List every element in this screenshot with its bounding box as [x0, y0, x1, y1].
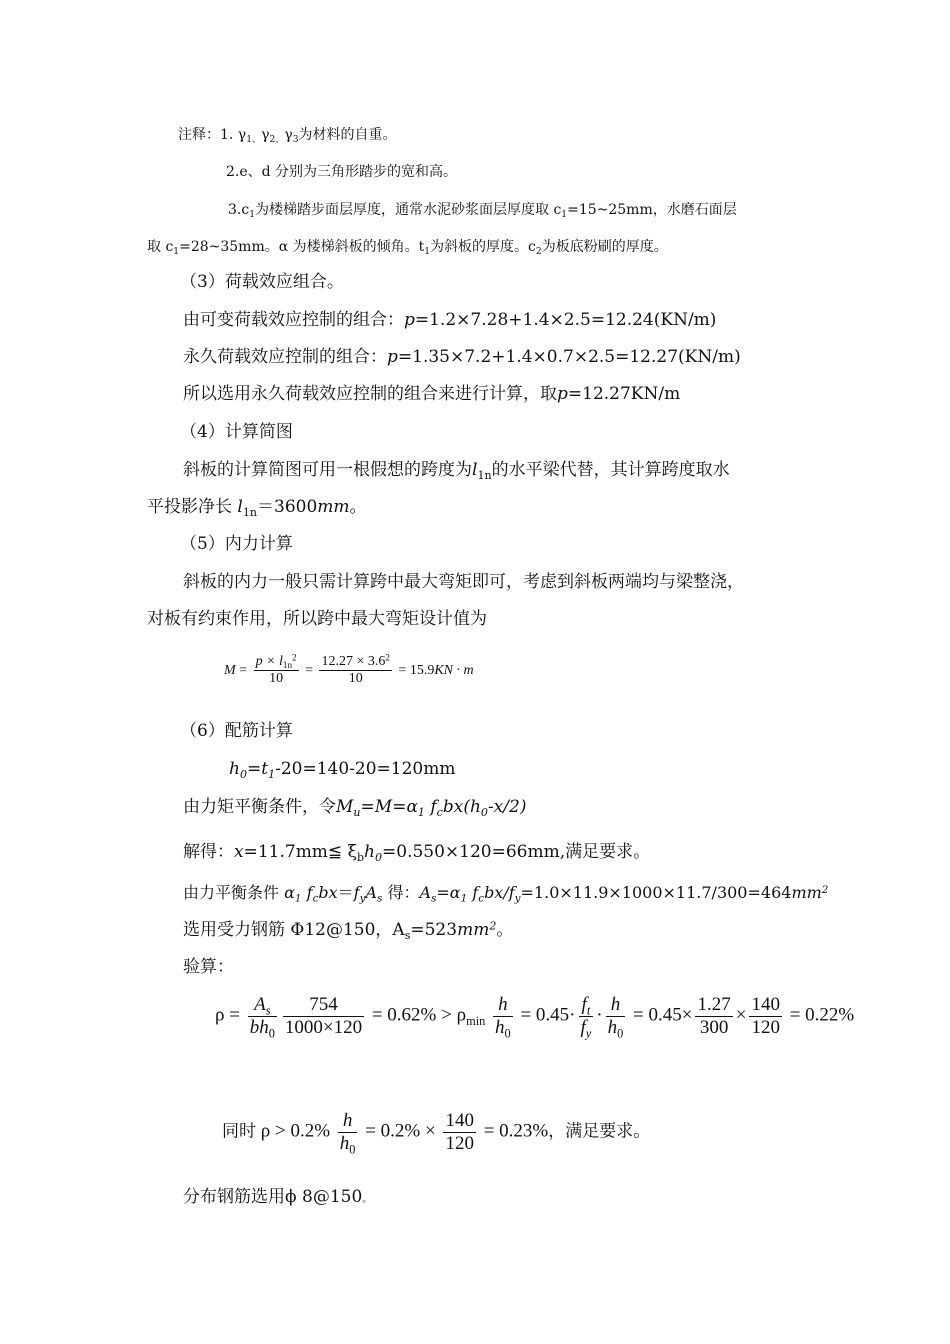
ratio-fraction-h-h0: $\frac{h}{h_0}$ [495, 994, 511, 1041]
minimum-ratio-equation: 同时 ρ > 0.2% $\frac{h}{h_0}$ = 0.2% × $\frac{140}{120}$ = 0.23%，满足要求。 [222, 1110, 651, 1157]
note-3-cont: 取 $c_1=28\sim 35mm$。α 为楼梯斜板的倾角。$t_1$为斜板的厚度。$c_2$为板底粉刷的厚度。 [147, 239, 668, 258]
ratio-fraction-127-300: $\frac{1.27}{300}$ [697, 994, 731, 1038]
internal-force-paragraph-1: 斜板的内力一般只需计算跨中最大弯矩即可，考虑到斜板两端均与梁整浇， [183, 572, 744, 592]
combo-choice-line: 所以选用永久荷载效应控制的组合来进行计算，取p=12.27KN/m [183, 384, 681, 404]
section-5-heading: （5）内力计算 [180, 534, 293, 554]
moment-equation: M = $\frac{p \times l_{1n}^2}{10}$ = $\frac{12.27 \times 3.6^2}{10}$ = 15.9KN · m [224, 652, 474, 687]
rebar-selection-line: 选用受力钢筋 Φ12@150，$A_s=523mm^2$。 [183, 919, 514, 942]
ratio-fraction-as-bh0: $\frac{A_s}{bh_0}$ [249, 994, 275, 1041]
ratio-fraction-h-h0-2: $\frac{h}{h_0}$ [607, 994, 624, 1041]
note-2: 2.e、d 分别为三角形踏步的宽和高。 [226, 164, 458, 180]
section-3-heading: （3）荷载效应组合。 [180, 272, 344, 292]
internal-force-paragraph-2: 对板有约束作用，所以跨中最大弯矩设计值为 [147, 609, 487, 629]
ratio-fraction-140-120: $\frac{140}{120}$ [751, 994, 780, 1038]
moment-fraction-2: $\frac{12.27 \times 3.6^2}{10}$ [321, 652, 390, 687]
check-label: 验算： [183, 957, 234, 977]
note-label: 注释： [178, 127, 220, 143]
min-fraction-140-120: $\frac{140}{120}$ [445, 1110, 474, 1154]
section-4-heading: （4）计算简图 [180, 422, 293, 442]
reinforcement-ratio-equation: ρ = $\frac{A_s}{bh_0}$ $\frac{754}{1000\times 120}$ = $0.62\% > \rho_{min}$ $\frac{h}{h_0}$ = 0.45· $\frac{f_t}{f_y}$ · $\frac{h}{h_0}$ = 0.45× $\frac{1.27}{300}$ × $\frac{140}{120}$ = 0.22% [215, 994, 855, 1041]
note-3: $3.c_1$为楼梯踏步面层厚度，通常水泥砂浆面层厚度取 $c_1=15\sim 25mm$，水磨石面层 [228, 202, 737, 221]
moment-balance-line: 由力矩平衡条件，令$M_u=M=\alpha_1$ $f_cbx(h_0-x/2)$ [183, 797, 527, 819]
ratio-fraction-754: $\frac{754}{1000\times 120}$ [284, 994, 363, 1038]
combo-permanent-line: 永久荷载效应控制的组合：p=1.35×7.2+1.4×0.7×2.5=12.27(KN/m) [183, 347, 741, 367]
force-balance-line: 由力平衡条件 $\alpha_1$ $f_cbx=f_yA_s$ 得：$A_s=\alpha_1$ $f_cbx/f_y=1.0\times 11.9\times 1000\times 11.7/300=464mm^2$ [183, 883, 829, 905]
diagram-paragraph-1: 斜板的计算简图可用一根假想的跨度为$l_{1n}$的水平梁代替，其计算跨度取水 [183, 460, 730, 482]
distribution-rebar-line: 分布钢筋选用ϕ 8@150。 [183, 1187, 373, 1207]
h0-line: $h_0=t_1-20=140-20=120mm$ [229, 759, 456, 781]
diagram-paragraph-2: 平投影净长 $l_{1n}=3600mm$。 [147, 497, 367, 519]
moment-fraction-1: $\frac{p \times l_{1n}^2}{10}$ [255, 652, 297, 687]
combo-variable-line: 由可变荷载效应控制的组合：p=1.2×7.28+1.4×2.5=12.24(KN/m) [183, 310, 717, 330]
section-6-heading: （6）配筋计算 [180, 721, 293, 741]
note-1: 注释：1. $\gamma_{1、}\gamma_{2、}\gamma_3$为材料的自重。 [178, 127, 397, 146]
solve-line: 解得：x=11.7mm≦ $\xi_bh_0=0.550\times 120=66mm$,满足要求。 [183, 842, 651, 864]
ratio-fraction-ft-fy: $\frac{f_t}{f_y}$ [580, 994, 592, 1041]
min-fraction-h-h0: $\frac{h}{h_0}$ [339, 1110, 356, 1157]
